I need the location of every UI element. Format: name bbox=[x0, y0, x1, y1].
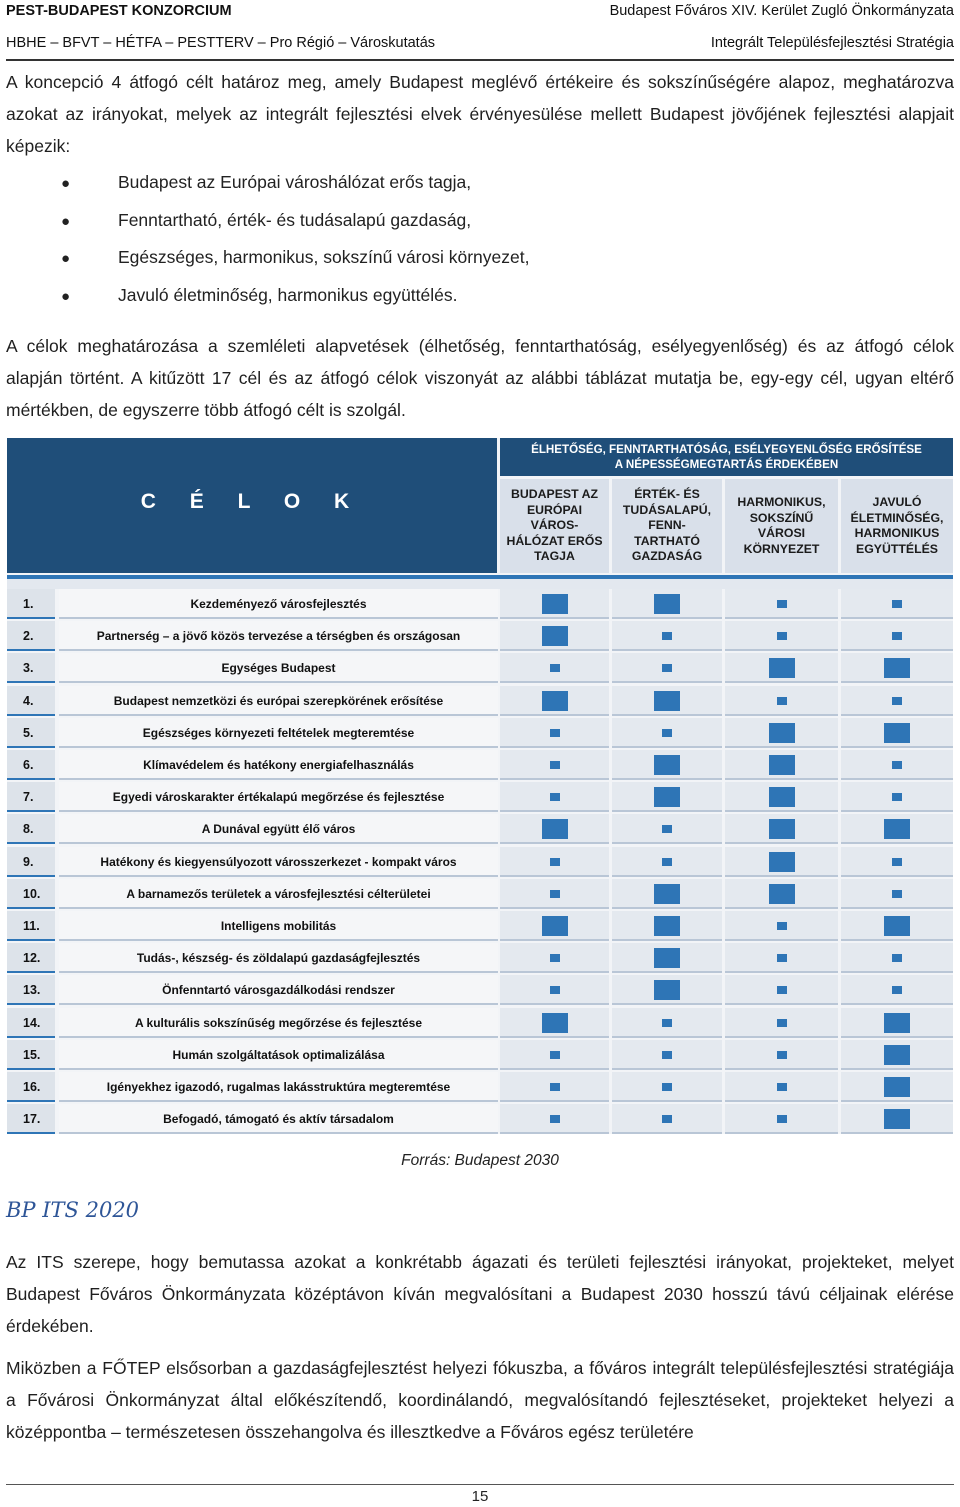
goal-number: 12. bbox=[7, 943, 55, 973]
relation-cell bbox=[725, 1104, 838, 1134]
strong-relation-marker bbox=[542, 594, 568, 614]
relation-cell bbox=[841, 879, 953, 909]
goal-number: 7. bbox=[7, 782, 55, 812]
document-name: Integrált Településfejlesztési Stratégia bbox=[710, 35, 954, 51]
strong-relation-marker bbox=[542, 691, 568, 711]
column-header-3: HARMONIKUS, SOKSZÍNŰ VÁROSI KÖRNYEZET bbox=[725, 479, 838, 573]
relation-cell bbox=[725, 879, 838, 909]
relation-cell bbox=[841, 653, 953, 683]
strong-relation-marker bbox=[654, 916, 680, 936]
municipality-name: Budapest Főváros XIV. Kerület Zugló Önkormányzata bbox=[609, 3, 954, 19]
strong-relation-marker bbox=[884, 1077, 910, 1097]
weak-relation-marker bbox=[777, 986, 787, 994]
relation-cell bbox=[725, 782, 838, 812]
strong-relation-marker bbox=[542, 1013, 568, 1033]
footer-divider bbox=[6, 1484, 954, 1485]
strong-relation-marker bbox=[542, 626, 568, 646]
strong-relation-marker bbox=[884, 1013, 910, 1033]
consortium-name: PEST-BUDAPEST KONZORCIUM bbox=[6, 3, 232, 19]
weak-relation-marker bbox=[550, 890, 560, 898]
matrix-row bbox=[7, 782, 953, 814]
goals-matrix-figure bbox=[7, 438, 953, 1134]
weak-relation-marker bbox=[777, 600, 787, 608]
matrix-row bbox=[7, 686, 953, 718]
relation-cell bbox=[500, 1040, 609, 1070]
strong-relation-marker bbox=[654, 594, 680, 614]
relation-cell bbox=[500, 1008, 609, 1038]
weak-relation-marker bbox=[662, 825, 672, 833]
relation-cell bbox=[500, 782, 609, 812]
relation-cell bbox=[500, 718, 609, 748]
weak-relation-marker bbox=[550, 729, 560, 737]
matrix-row bbox=[7, 718, 953, 750]
relation-cell bbox=[612, 1040, 722, 1070]
weak-relation-marker bbox=[662, 729, 672, 737]
weak-relation-marker bbox=[777, 1083, 787, 1091]
relation-cell bbox=[725, 1040, 838, 1070]
bullet-item: ● Budapest az Európai városhálózat erős tagja, bbox=[61, 172, 472, 192]
strong-relation-marker bbox=[654, 787, 680, 807]
relation-cell bbox=[612, 621, 722, 651]
matrix-row bbox=[7, 750, 953, 782]
relation-cell bbox=[841, 847, 953, 877]
matrix-row bbox=[7, 1104, 953, 1136]
relation-cell bbox=[612, 750, 722, 780]
goal-name: A Dunával együtt élő város bbox=[59, 814, 498, 844]
weak-relation-marker bbox=[550, 793, 560, 801]
matrix-row bbox=[7, 589, 953, 621]
weak-relation-marker bbox=[777, 1051, 787, 1059]
relation-cell bbox=[841, 1040, 953, 1070]
strong-relation-marker bbox=[884, 1109, 910, 1129]
strong-relation-marker bbox=[769, 658, 795, 678]
relation-cell bbox=[725, 653, 838, 683]
weak-relation-marker bbox=[777, 954, 787, 962]
weak-relation-marker bbox=[550, 1051, 560, 1059]
goal-name: Tudás-, készség- és zöldalapú gazdaságfejlesztés bbox=[59, 943, 498, 973]
matrix-row bbox=[7, 879, 953, 911]
relation-cell bbox=[612, 943, 722, 973]
weak-relation-marker bbox=[892, 697, 902, 705]
fotep-paragraph: Miközben a FŐTEP elsősorban a gazdaságfejlesztést helyezi fókuszba, a főváros integrált településfejlesztési stratégiája a Fővárosi Önkormányzat által előkészítendő, koordinálandó, megvalósítandó fejlesztéseket, projekteket helyezi a középpontba – természetesen összehangolva és illesztkedve a Főváros egész területére bbox=[6, 1358, 954, 1442]
relation-cell bbox=[725, 814, 838, 844]
bullet-dot-icon: ● bbox=[61, 287, 71, 305]
intro-paragraph: A koncepció 4 átfogó célt határoz meg, amely Budapest meglévő értékeire és sokszínűségére alapoz, meghatározva azokat az irányokat, melyek az integrált fejlesztési elvek érvényesülése mellett Budapest jövőjének fejlesztési alapjait képezik: bbox=[6, 72, 954, 156]
goal-name: Hatékony és kiegyensúlyozott városszerkezet - kompakt város bbox=[59, 847, 498, 877]
goal-name: Egységes Budapest bbox=[59, 653, 498, 683]
header-spacer-strip bbox=[7, 579, 953, 589]
relation-cell bbox=[612, 879, 722, 909]
weak-relation-marker bbox=[550, 1115, 560, 1123]
header-divider bbox=[6, 59, 954, 61]
figure-caption: Forrás: Budapest 2030 bbox=[401, 1152, 559, 1169]
goal-name: Egészséges környezeti feltételek megteremtése bbox=[59, 718, 498, 748]
goal-number: 10. bbox=[7, 879, 55, 909]
strong-relation-marker bbox=[542, 916, 568, 936]
goal-number: 16. bbox=[7, 1072, 55, 1102]
relation-cell bbox=[725, 911, 838, 941]
strong-relation-marker bbox=[884, 1045, 910, 1065]
bullet-item: ● Javuló életminőség, harmonikus együttélés. bbox=[61, 284, 458, 305]
matrix-header-band bbox=[500, 438, 953, 476]
bullet-item: ● Egészséges, harmonikus, sokszínű városi környezet, bbox=[61, 247, 530, 267]
relation-cell bbox=[841, 718, 953, 748]
weak-relation-marker bbox=[662, 664, 672, 672]
goal-name: Igényekhez igazodó, rugalmas lakásstruktúra megteremtése bbox=[59, 1072, 498, 1102]
strong-relation-marker bbox=[769, 852, 795, 872]
matrix-title: C É L O K bbox=[140, 490, 364, 513]
band-line-2: A NÉPESSÉGMEGTARTÁS ÉRDEKÉBEN bbox=[614, 458, 839, 471]
column-header-4: JAVULÓ ÉLETMINŐSÉG, HARMONIKUS EGYÜTTÉLÉS bbox=[841, 479, 953, 573]
goal-name: Egyedi városkarakter értékalapú megőrzése és fejlesztése bbox=[59, 782, 498, 812]
relation-cell bbox=[725, 943, 838, 973]
matrix-row bbox=[7, 814, 953, 846]
goal-name: Budapest nemzetközi és európai szerepkörének erősítése bbox=[59, 686, 498, 716]
relation-cell bbox=[500, 943, 609, 973]
goal-name: Partnerség – a jövő közös tervezése a térségben és országosan bbox=[59, 621, 498, 651]
column-header-2: ÉRTÉK- ÉS TUDÁSALAPÚ, FENN-TARTHATÓ GAZDASÁG bbox=[612, 479, 722, 573]
matrix-row bbox=[7, 621, 953, 653]
relation-cell bbox=[841, 750, 953, 780]
bullet-dot-icon: ● bbox=[61, 212, 71, 230]
weak-relation-marker bbox=[662, 858, 672, 866]
relation-cell bbox=[612, 1072, 722, 1102]
strong-relation-marker bbox=[769, 819, 795, 839]
strong-relation-marker bbox=[769, 884, 795, 904]
matrix-row bbox=[7, 1072, 953, 1104]
relation-cell bbox=[841, 589, 953, 619]
weak-relation-marker bbox=[550, 761, 560, 769]
relation-cell bbox=[725, 718, 838, 748]
strong-relation-marker bbox=[769, 787, 795, 807]
bullet-dot-icon: ● bbox=[61, 175, 71, 192]
goal-name: Humán szolgáltatások optimalizálása bbox=[59, 1040, 498, 1070]
weak-relation-marker bbox=[550, 986, 560, 994]
matrix-row bbox=[7, 1040, 953, 1072]
relation-cell bbox=[612, 911, 722, 941]
relation-cell bbox=[500, 911, 609, 941]
weak-relation-marker bbox=[550, 1083, 560, 1091]
relation-cell bbox=[725, 750, 838, 780]
goal-name: A barnamezős területek a városfejlesztési célterületei bbox=[59, 879, 498, 909]
relation-cell bbox=[500, 847, 609, 877]
weak-relation-marker bbox=[892, 632, 902, 640]
relation-cell bbox=[500, 750, 609, 780]
partners-list: HBHE – BFVT – HÉTFA – PESTTERV – Pro Régió – Városkutatás bbox=[6, 35, 436, 51]
goal-name: Kezdeményező városfejlesztés bbox=[59, 589, 498, 619]
relation-cell bbox=[725, 975, 838, 1005]
goal-number: 15. bbox=[7, 1040, 55, 1070]
relation-cell bbox=[500, 653, 609, 683]
strong-relation-marker bbox=[769, 723, 795, 743]
relation-cell bbox=[500, 1104, 609, 1134]
relation-cell bbox=[841, 943, 953, 973]
relation-cell bbox=[500, 621, 609, 651]
goal-bullet-list bbox=[0, 172, 960, 322]
relation-cell bbox=[841, 1072, 953, 1102]
goal-name: Intelligens mobilitás bbox=[59, 911, 498, 941]
strong-relation-marker bbox=[542, 819, 568, 839]
relation-cell bbox=[500, 814, 609, 844]
relation-cell bbox=[841, 782, 953, 812]
goal-name: A kulturális sokszínűség megőrzése és fejlesztése bbox=[59, 1008, 498, 1038]
relation-cell bbox=[500, 589, 609, 619]
matrix-row bbox=[7, 1008, 953, 1040]
relation-cell bbox=[725, 589, 838, 619]
weak-relation-marker bbox=[777, 1019, 787, 1027]
strong-relation-marker bbox=[884, 819, 910, 839]
relation-cell bbox=[612, 814, 722, 844]
relation-cell bbox=[612, 782, 722, 812]
goal-name: Önfenntartó városgazdálkodási rendszer bbox=[59, 975, 498, 1005]
relation-cell bbox=[725, 1008, 838, 1038]
section-title: BP ITS 2020 bbox=[6, 1198, 140, 1222]
weak-relation-marker bbox=[662, 1051, 672, 1059]
relation-cell bbox=[841, 1008, 953, 1038]
goal-number: 6. bbox=[7, 750, 55, 780]
goal-number: 1. bbox=[7, 589, 55, 619]
relation-cell bbox=[612, 1104, 722, 1134]
weak-relation-marker bbox=[777, 1115, 787, 1123]
weak-relation-marker bbox=[777, 697, 787, 705]
weak-relation-marker bbox=[550, 664, 560, 672]
goal-number: 5. bbox=[7, 718, 55, 748]
band-line-1: ÉLHETŐSÉG, FENNTARTHATÓSÁG, ESÉLYEGYENLŐSÉG ERŐSÍTÉSE bbox=[531, 443, 922, 456]
goal-number: 8. bbox=[7, 814, 55, 844]
relation-cell bbox=[725, 686, 838, 716]
relation-cell bbox=[725, 1072, 838, 1102]
relation-cell bbox=[841, 686, 953, 716]
relation-cell bbox=[612, 1008, 722, 1038]
relation-cell bbox=[500, 1072, 609, 1102]
weak-relation-marker bbox=[662, 1019, 672, 1027]
relation-cell bbox=[725, 621, 838, 651]
bullet-dot-icon: ● bbox=[61, 250, 71, 267]
goal-name: Befogadó, támogató és aktív társadalom bbox=[59, 1104, 498, 1134]
goal-number: 2. bbox=[7, 621, 55, 651]
relation-cell bbox=[841, 975, 953, 1005]
relation-cell bbox=[725, 847, 838, 877]
weak-relation-marker bbox=[662, 1115, 672, 1123]
goal-number: 13. bbox=[7, 975, 55, 1005]
goal-number: 17. bbox=[7, 1104, 55, 1134]
strong-relation-marker bbox=[884, 916, 910, 936]
strong-relation-marker bbox=[654, 980, 680, 1000]
matrix-row bbox=[7, 943, 953, 975]
its-role-paragraph: Az ITS szerepe, hogy bemutassa azokat a konkrétabb ágazati és területi fejlesztési irányokat, projekteket, melyet Budapest Főváros Önkormányzata középtávon kíván megvalósítani a Budapest 2030 hosszú távú céljainak elérése érdekében. bbox=[6, 1252, 954, 1336]
relation-cell bbox=[841, 621, 953, 651]
relation-cell bbox=[612, 589, 722, 619]
weak-relation-marker bbox=[892, 986, 902, 994]
weak-relation-marker bbox=[662, 632, 672, 640]
strong-relation-marker bbox=[654, 948, 680, 968]
strong-relation-marker bbox=[884, 658, 910, 678]
goal-number: 4. bbox=[7, 686, 55, 716]
goal-number: 9. bbox=[7, 847, 55, 877]
strong-relation-marker bbox=[654, 691, 680, 711]
bullet-item: ● Fenntartható, érték- és tudásalapú gazdaság, bbox=[61, 209, 472, 230]
weak-relation-marker bbox=[892, 761, 902, 769]
matrix-row bbox=[7, 911, 953, 943]
matrix-row bbox=[7, 847, 953, 879]
relation-cell bbox=[500, 879, 609, 909]
goal-number: 14. bbox=[7, 1008, 55, 1038]
relation-cell bbox=[841, 911, 953, 941]
weak-relation-marker bbox=[777, 632, 787, 640]
matrix-row bbox=[7, 653, 953, 685]
weak-relation-marker bbox=[892, 793, 902, 801]
strong-relation-marker bbox=[884, 723, 910, 743]
relation-cell bbox=[612, 653, 722, 683]
strong-relation-marker bbox=[654, 884, 680, 904]
weak-relation-marker bbox=[550, 954, 560, 962]
weak-relation-marker bbox=[777, 922, 787, 930]
relation-cell bbox=[500, 686, 609, 716]
relation-cell bbox=[612, 686, 722, 716]
relation-cell bbox=[841, 814, 953, 844]
goals-paragraph: A célok meghatározása a szemléleti alapvetések (élhetőség, fenntarthatóság, esélyegyenlőség) és az átfogó célok alapján történt. A kitűzött 17 cél és az átfogó célok viszonyát az alábbi táblázat mutatja be, egy-egy cél, ugyan eltérő mértékben, de egyszerre több átfogó célt is szolgál. bbox=[6, 336, 954, 420]
strong-relation-marker bbox=[654, 755, 680, 775]
column-header-1: BUDAPEST AZ EURÓPAI VÁROS-HÁLÓZAT ERŐS TAGJA bbox=[500, 479, 609, 573]
relation-cell bbox=[612, 975, 722, 1005]
relation-cell bbox=[841, 1104, 953, 1134]
relation-cell bbox=[500, 975, 609, 1005]
goal-number: 3. bbox=[7, 653, 55, 683]
goal-number: 11. bbox=[7, 911, 55, 941]
weak-relation-marker bbox=[892, 890, 902, 898]
page-number: 15 bbox=[471, 1488, 489, 1505]
weak-relation-marker bbox=[892, 954, 902, 962]
weak-relation-marker bbox=[892, 600, 902, 608]
matrix-row bbox=[7, 975, 953, 1007]
strong-relation-marker bbox=[769, 755, 795, 775]
weak-relation-marker bbox=[550, 858, 560, 866]
weak-relation-marker bbox=[892, 858, 902, 866]
relation-cell bbox=[612, 847, 722, 877]
weak-relation-marker bbox=[662, 1083, 672, 1091]
goal-name: Klímavédelem és hatékony energiafelhasználás bbox=[59, 750, 498, 780]
relation-cell bbox=[612, 718, 722, 748]
